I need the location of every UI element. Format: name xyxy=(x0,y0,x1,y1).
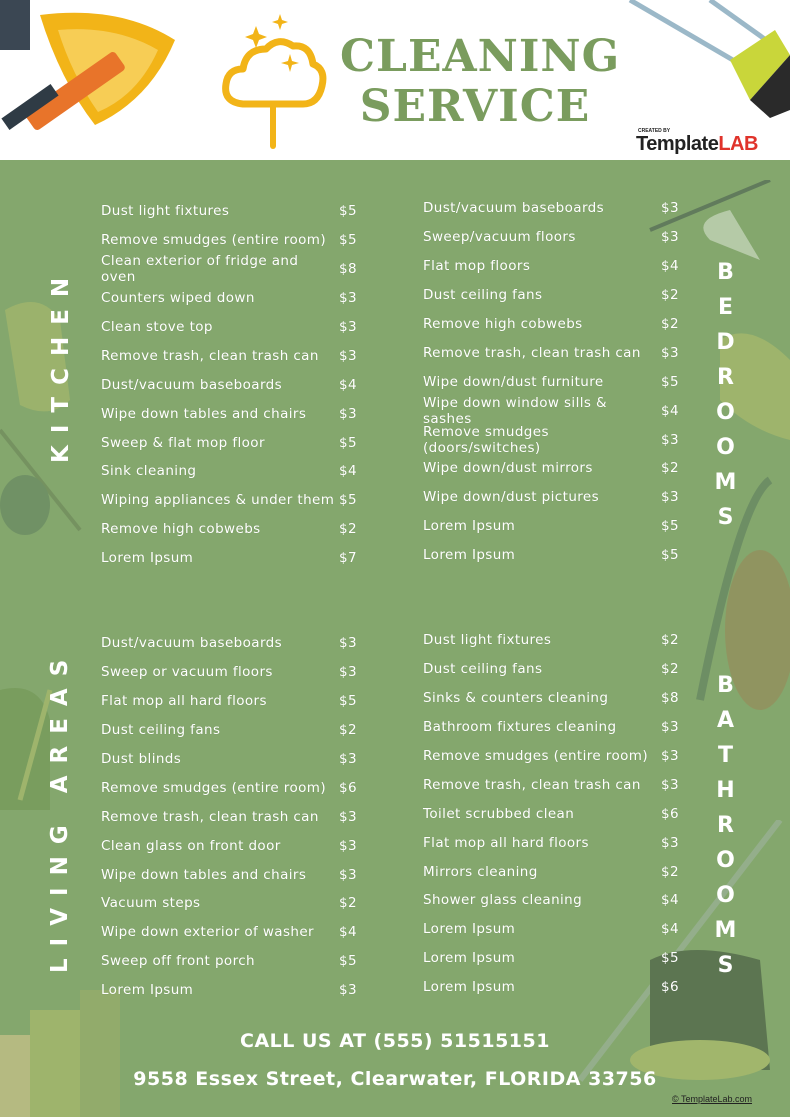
list-item xyxy=(423,799,679,828)
service-name: Counters wiped down xyxy=(101,290,255,307)
brand-name xyxy=(636,133,758,156)
list-item xyxy=(101,515,357,544)
list-item xyxy=(423,886,679,915)
templatelab-logo xyxy=(636,128,776,158)
service-name: Clean exterior of fridge and oven xyxy=(101,253,299,286)
service-price: $5 xyxy=(339,953,357,970)
service-price: $2 xyxy=(661,287,679,304)
service-name: Sweep & flat mop floor xyxy=(101,434,265,451)
list-item xyxy=(423,454,679,483)
service-name: Remove smudges (doors/switches) xyxy=(423,423,549,456)
list-item xyxy=(423,223,679,252)
service-name: Sweep or vacuum floors xyxy=(101,664,273,681)
service-name: Lorem Ipsum xyxy=(423,547,516,564)
service-price: $5 xyxy=(661,547,679,564)
service-price: $3 xyxy=(339,290,357,307)
service-price: $2 xyxy=(661,316,679,332)
list-item xyxy=(101,370,357,399)
service-name: Flat mop all hard floors xyxy=(101,693,267,710)
service-price: $5 xyxy=(339,232,357,249)
service-name: Remove smudges (entire room) xyxy=(101,779,326,796)
service-price: $5 xyxy=(661,373,679,390)
contact-phone: CALL US AT (555) 51515151 xyxy=(240,1030,550,1052)
service-name: Wipe down/dust mirrors xyxy=(423,460,593,477)
service-price: $4 xyxy=(661,921,679,938)
service-price: $4 xyxy=(339,376,357,393)
service-price: $3 xyxy=(339,347,357,364)
service-name: Remove high cobwebs xyxy=(101,521,261,538)
list-item xyxy=(101,255,357,284)
list-item xyxy=(423,367,679,396)
service-name: Flat mop all hard floors xyxy=(423,834,589,851)
title-line-service: SERVICE xyxy=(359,81,591,132)
service-price: $3 xyxy=(339,837,357,854)
list-item xyxy=(423,310,679,339)
service-name: Toilet scrubbed clean xyxy=(423,805,575,822)
service-price: $3 xyxy=(339,319,357,335)
list-item xyxy=(423,655,679,684)
service-name: Lorem Ipsum xyxy=(101,982,194,999)
service-price: $4 xyxy=(339,463,357,480)
service-price: $3 xyxy=(661,748,679,764)
service-price: $2 xyxy=(661,661,679,678)
list-item xyxy=(423,626,679,655)
list-item xyxy=(101,226,357,255)
cloud-squeegee-logo-icon xyxy=(218,14,328,149)
service-price: $3 xyxy=(339,664,357,681)
brand-name-template: Template xyxy=(636,133,719,155)
list-item xyxy=(423,857,679,886)
brand-name-lab: LAB xyxy=(718,133,758,155)
service-price: $3 xyxy=(661,719,679,736)
service-name: Wipe down/dust pictures xyxy=(423,489,600,506)
list-item xyxy=(101,658,357,687)
page-title xyxy=(340,31,621,132)
list-item xyxy=(423,944,679,973)
service-price: $2 xyxy=(339,895,357,912)
service-name: Wipe down tables and chairs xyxy=(101,405,307,422)
section-label-bedrooms: BEDROOMS xyxy=(713,260,738,540)
title-line-cleaning: CLEANING xyxy=(340,31,621,82)
service-name: Dust/vacuum baseboards xyxy=(101,376,283,393)
service-name: Lorem Ipsum xyxy=(423,518,516,535)
list-item xyxy=(423,770,679,799)
service-price: $2 xyxy=(339,722,357,739)
list-item xyxy=(101,197,357,226)
service-name: Flat mop floors xyxy=(423,258,531,275)
service-name: Sink cleaning xyxy=(101,463,197,480)
service-price: $6 xyxy=(339,779,357,796)
service-name: Dust ceiling fans xyxy=(423,287,543,304)
service-name: Sweep off front porch xyxy=(101,953,256,970)
list-item xyxy=(423,252,679,281)
service-price: $3 xyxy=(661,776,679,793)
list-item xyxy=(101,399,357,428)
service-price: $5 xyxy=(339,203,357,220)
list-item xyxy=(423,425,679,454)
service-name: Remove smudges (entire room) xyxy=(101,232,326,249)
bedrooms-price-list xyxy=(423,194,679,570)
service-price: $3 xyxy=(339,808,357,825)
kitchen-price-list xyxy=(101,197,357,573)
list-item xyxy=(423,541,679,570)
service-name: Shower glass cleaning xyxy=(423,892,583,909)
service-price: $4 xyxy=(339,924,357,941)
service-price: $3 xyxy=(339,405,357,422)
service-price: $3 xyxy=(339,982,357,999)
list-item xyxy=(101,976,357,1005)
list-item xyxy=(101,947,357,976)
service-price: $3 xyxy=(339,751,357,767)
list-item xyxy=(423,396,679,425)
service-name: Lorem Ipsum xyxy=(423,979,516,996)
list-item xyxy=(101,889,357,918)
list-item xyxy=(423,742,679,771)
list-item xyxy=(423,281,679,310)
list-item xyxy=(423,713,679,742)
service-name: Remove high cobwebs xyxy=(423,316,583,332)
service-name: Dust light fixtures xyxy=(423,632,552,649)
service-price: $2 xyxy=(661,460,679,477)
service-name: Clean stove top xyxy=(101,319,213,335)
service-price: $3 xyxy=(339,866,357,883)
cleaning-tools-left-decoration-icon xyxy=(0,0,200,160)
service-price: $3 xyxy=(661,229,679,246)
service-name: Mirrors cleaning xyxy=(423,863,538,880)
service-name: Dust blinds xyxy=(101,751,182,767)
service-name: Sweep/vacuum floors xyxy=(423,229,576,246)
service-name: Lorem Ipsum xyxy=(423,921,516,938)
service-name: Remove trash, clean trash can xyxy=(101,347,319,364)
list-item xyxy=(423,684,679,713)
service-price: $2 xyxy=(339,521,357,538)
section-label-living-areas: LIVING AREAS xyxy=(47,647,73,973)
service-price: $6 xyxy=(661,805,679,822)
service-price: $3 xyxy=(661,834,679,851)
service-name: Dust/vacuum baseboards xyxy=(423,200,605,217)
service-name: Dust light fixtures xyxy=(101,203,230,220)
list-item xyxy=(423,194,679,223)
service-price: $4 xyxy=(661,402,679,419)
broom-right-decoration-icon xyxy=(600,0,790,125)
service-name: Dust ceiling fans xyxy=(423,661,543,678)
service-price: $4 xyxy=(661,258,679,275)
brand-created-by: CREATED BY xyxy=(638,128,671,134)
service-name: Clean glass on front door xyxy=(101,837,281,854)
service-name: Remove smudges (entire room) xyxy=(423,748,648,764)
list-item xyxy=(101,802,357,831)
service-name: Vacuum steps xyxy=(101,895,201,912)
service-name: Remove trash, clean trash can xyxy=(423,344,641,361)
list-item xyxy=(101,457,357,486)
service-name: Wipe down tables and chairs xyxy=(101,866,307,883)
contact-address: 9558 Essex Street, Clearwater, FLORIDA 33756 xyxy=(133,1068,657,1090)
living-areas-price-list xyxy=(101,629,357,1005)
list-item xyxy=(423,512,679,541)
service-price: $3 xyxy=(661,344,679,361)
service-price: $3 xyxy=(661,431,679,448)
service-price: $5 xyxy=(661,950,679,967)
list-item xyxy=(101,428,357,457)
list-item xyxy=(101,341,357,370)
list-item xyxy=(101,831,357,860)
section-label-kitchen: KITCHEN xyxy=(48,265,74,463)
service-price: $2 xyxy=(661,863,679,880)
service-name: Sinks & counters cleaning xyxy=(423,690,609,707)
service-name: Wipe down/dust furniture xyxy=(423,373,604,390)
service-name: Wiping appliances & under them xyxy=(101,492,335,509)
service-price: $6 xyxy=(661,979,679,996)
service-price: $5 xyxy=(339,434,357,451)
service-price: $5 xyxy=(339,492,357,509)
service-name: Dust ceiling fans xyxy=(101,722,221,739)
list-item xyxy=(101,745,357,774)
service-price: $5 xyxy=(339,693,357,710)
list-item xyxy=(423,338,679,367)
service-price: $5 xyxy=(661,518,679,535)
header xyxy=(0,0,790,160)
list-item xyxy=(423,828,679,857)
service-price: $7 xyxy=(339,550,357,567)
service-price: $4 xyxy=(661,892,679,909)
list-item xyxy=(101,629,357,658)
list-item xyxy=(101,860,357,889)
list-item xyxy=(101,687,357,716)
list-item xyxy=(101,284,357,313)
list-item xyxy=(101,486,357,515)
list-item xyxy=(101,716,357,745)
service-name: Lorem Ipsum xyxy=(101,550,194,567)
list-item xyxy=(101,918,357,947)
service-name: Remove trash, clean trash can xyxy=(423,776,641,793)
bathrooms-price-list xyxy=(423,626,679,1002)
service-name: Dust/vacuum baseboards xyxy=(101,635,283,652)
service-price: $8 xyxy=(661,690,679,707)
service-name: Bathroom fixtures cleaning xyxy=(423,719,617,736)
service-name: Lorem Ipsum xyxy=(423,950,516,967)
list-item xyxy=(423,483,679,512)
service-price: $3 xyxy=(661,489,679,506)
list-item xyxy=(423,973,679,1002)
list-item xyxy=(101,773,357,802)
service-price: $8 xyxy=(339,261,357,278)
list-item xyxy=(423,915,679,944)
service-price: $3 xyxy=(339,635,357,652)
list-item xyxy=(101,313,357,342)
copyright-link[interactable]: © TemplateLab.com xyxy=(672,1094,753,1104)
section-label-bathrooms: BATHROOMS xyxy=(713,673,738,988)
service-price: $3 xyxy=(661,200,679,217)
service-price: $2 xyxy=(661,632,679,649)
service-name: Remove trash, clean trash can xyxy=(101,808,319,825)
service-name: Wipe down exterior of washer xyxy=(101,924,315,941)
list-item xyxy=(101,544,357,573)
service-name: Wipe down window sills & sashes xyxy=(423,394,607,427)
